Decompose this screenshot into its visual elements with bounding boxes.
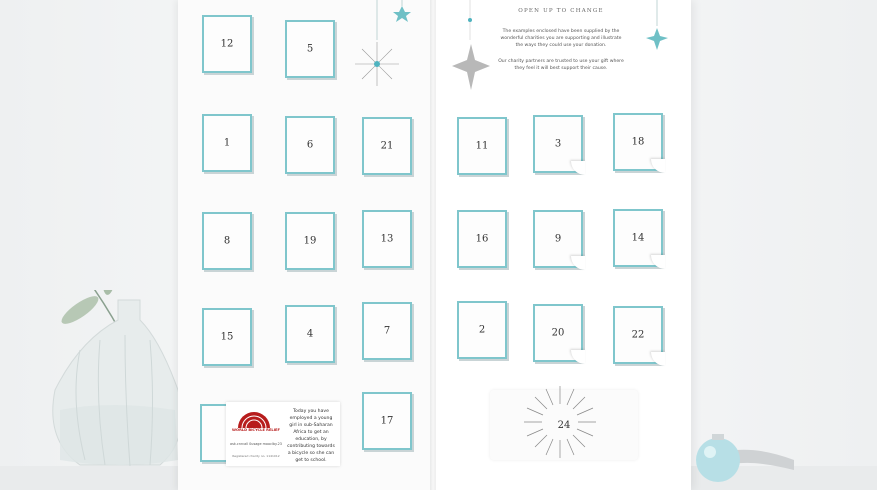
door-number: 7	[383, 325, 391, 337]
advent-door[interactable]	[613, 306, 663, 364]
door-number: 11	[475, 140, 489, 152]
teal-star-ornament-icon	[645, 0, 675, 60]
silver-star-ornament-icon	[450, 0, 500, 100]
advent-door[interactable]	[362, 392, 412, 450]
door-number: 12	[220, 38, 234, 50]
door-number: 22	[631, 329, 645, 341]
advent-door[interactable]	[285, 305, 335, 363]
card-fine-print: ask.cnrcall 0usage mooclby.23	[230, 442, 282, 446]
advent-door[interactable]	[533, 210, 583, 268]
intro-text-block	[497, 8, 625, 81]
charity-registration: Registered charity no. 1141012	[232, 454, 280, 458]
door-number: 13	[380, 233, 394, 245]
door-number: 24	[557, 420, 571, 431]
intro-paragraph: The examples enclosed have been supplied by the wonderful charities you are supporting and illustrate the ways they could use your donation.	[500, 29, 622, 48]
charity-name: WORLD BICYCLE RELIEF	[232, 428, 280, 432]
advent-door[interactable]	[533, 115, 583, 173]
door-number: 8	[223, 235, 231, 247]
advent-door[interactable]	[457, 117, 507, 175]
door-number: 6	[306, 139, 314, 151]
advent-door[interactable]	[457, 301, 507, 359]
bauble-ornament-icon	[694, 430, 794, 490]
door-number: 9	[554, 233, 562, 245]
advent-door[interactable]	[613, 113, 663, 171]
door-number: 19	[303, 235, 317, 247]
bicycle-relief-logo-icon	[230, 406, 278, 430]
door-number: 3	[554, 138, 562, 150]
door-number: 1	[223, 137, 231, 149]
door-number: 14	[631, 232, 645, 244]
advent-door[interactable]	[285, 116, 335, 174]
advent-door[interactable]	[613, 209, 663, 267]
advent-door[interactable]	[202, 308, 252, 366]
advent-door[interactable]	[285, 212, 335, 270]
door-number: 20	[551, 327, 565, 339]
intro-paragraph: Our charity partners are trusted to use your gift where they feel it will best support their cause.	[498, 59, 624, 71]
door-number: 2	[478, 324, 486, 336]
donation-card	[226, 402, 340, 466]
door-number: 16	[475, 233, 489, 245]
vase-with-eucalyptus	[40, 290, 200, 470]
donation-message: Today you have employed a young girl in sub-Saharan Africa to get an education, by contributing towards a bicycle so she can get to school.	[287, 409, 335, 463]
advent-door[interactable]	[202, 114, 252, 172]
advent-door[interactable]	[362, 210, 412, 268]
advent-door[interactable]	[362, 302, 412, 360]
advent-door[interactable]	[202, 212, 252, 270]
star-ornament-icon	[345, 0, 435, 100]
advent-door-24[interactable]	[490, 390, 638, 460]
advent-door[interactable]	[362, 117, 412, 175]
advent-door[interactable]	[533, 304, 583, 362]
advent-door[interactable]	[457, 210, 507, 268]
intro-title: OPEN UP TO CHANGE	[518, 8, 604, 14]
door-number: 4	[306, 328, 314, 340]
advent-door[interactable]	[202, 15, 252, 73]
door-number: 5	[306, 43, 314, 55]
advent-door[interactable]	[285, 20, 335, 78]
door-number: 18	[631, 136, 645, 148]
door-number: 21	[380, 140, 394, 152]
door-number: 17	[380, 415, 394, 427]
door-number: 15	[220, 331, 234, 343]
